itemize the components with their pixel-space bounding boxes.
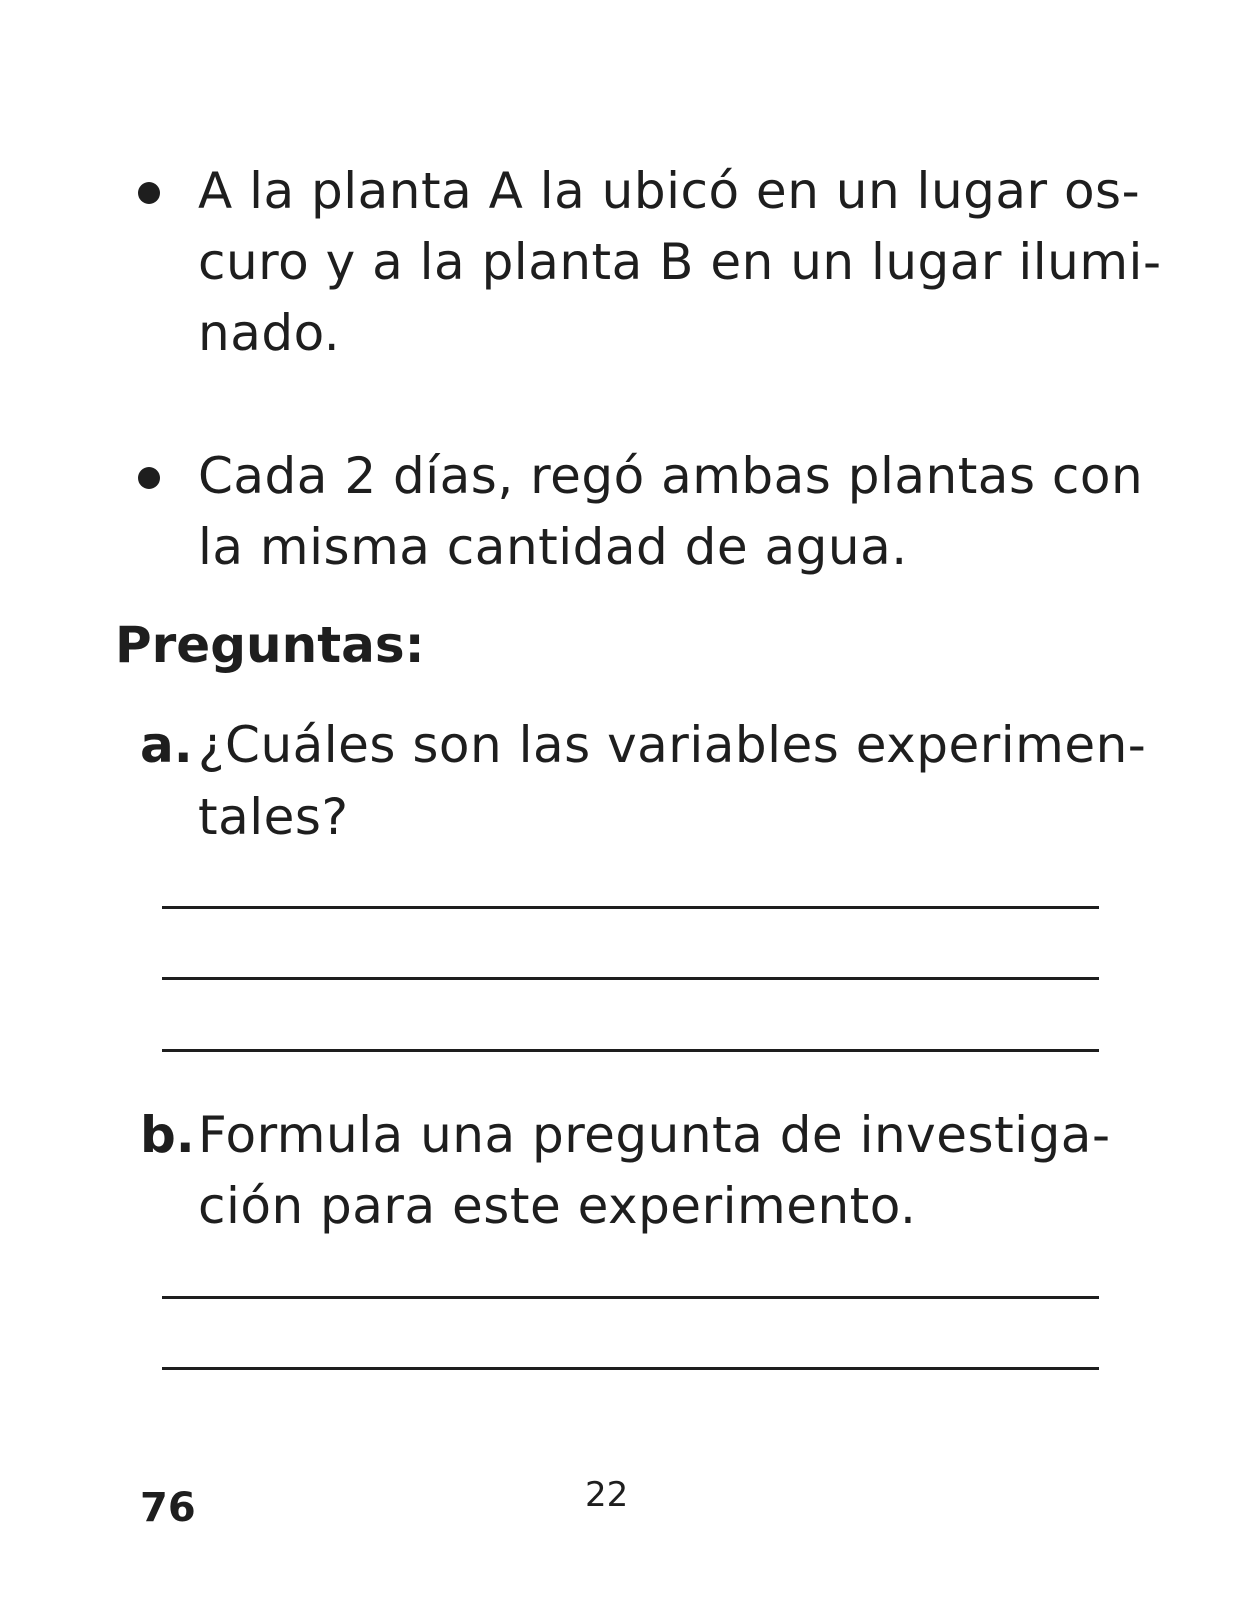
- bullet-dot: [138, 182, 160, 204]
- file-page-number: 22: [585, 1475, 629, 1515]
- question-b-line-1: Formula una pregunta de investiga-: [198, 1106, 1111, 1164]
- question-b-line-2: ción para este experimento.: [198, 1177, 917, 1235]
- answer-line[interactable]: [162, 977, 1099, 980]
- bullet-dot: [138, 467, 160, 489]
- questions-heading: Preguntas:: [115, 616, 425, 674]
- answer-line[interactable]: [162, 1367, 1099, 1370]
- question-a-line-1: ¿Cuáles son las variables experimen-: [198, 716, 1147, 774]
- answer-line[interactable]: [162, 906, 1099, 909]
- bullet-1-line-1: A la planta A la ubicó en un lugar os-: [198, 162, 1141, 220]
- question-a-letter: a.: [140, 716, 193, 774]
- bullet-2-line-2: la misma cantidad de agua.: [198, 518, 908, 576]
- bullet-2-line-1: Cada 2 días, regó ambas plantas con: [198, 447, 1144, 505]
- bullet-1-line-3: nado.: [198, 304, 341, 362]
- question-a-line-2: tales?: [198, 788, 349, 846]
- book-page-number: 76: [140, 1485, 196, 1531]
- bullet-1-line-2: curo y a la planta B en un lugar ilumi-: [198, 233, 1162, 291]
- question-b-letter: b.: [140, 1106, 195, 1164]
- answer-line[interactable]: [162, 1296, 1099, 1299]
- answer-line[interactable]: [162, 1049, 1099, 1052]
